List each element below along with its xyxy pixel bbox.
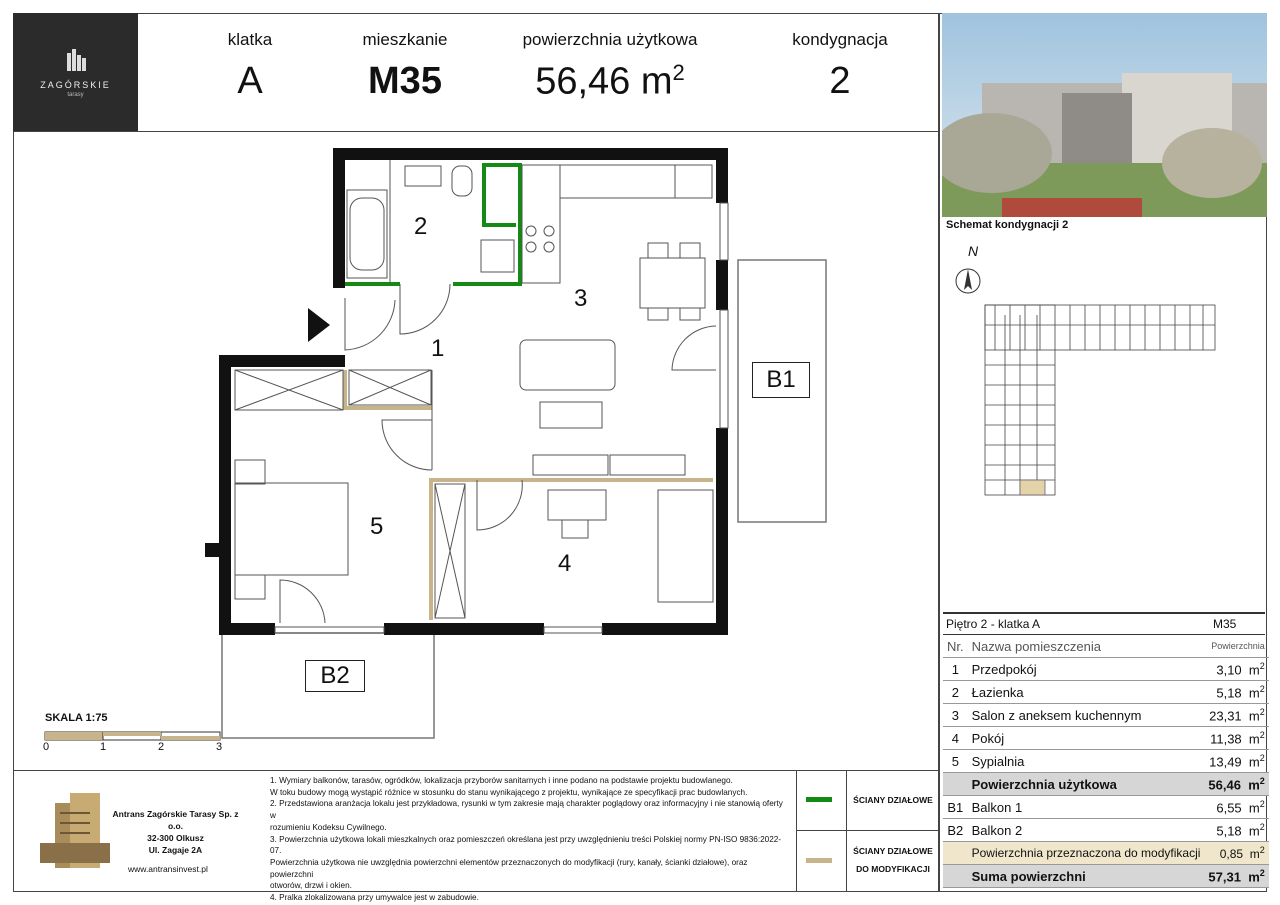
- floor-schematic: [975, 295, 1225, 505]
- scale-tick-1: 1: [100, 741, 107, 753]
- scale-bar: [44, 730, 224, 744]
- room-label-2: 2: [414, 213, 428, 240]
- table-title: Piętro 2 - klatka A: [946, 617, 1041, 631]
- brand-sub: tarasy: [67, 92, 84, 98]
- legend-green-label: ŚCIANY DZIAŁOWE: [853, 795, 933, 805]
- kondygnacja-label: kondygnacja: [792, 30, 888, 49]
- modification-row: Powierzchnia przeznaczona do modyfikacji 0,85 $m^2$: [943, 842, 1269, 865]
- building-render-image: [942, 13, 1267, 217]
- powierzchnia-label: powierzchnia użytkowa: [522, 30, 698, 49]
- col-name: Nazwa pomieszczenia: [968, 635, 1205, 658]
- balcony-label-b2: B2: [305, 660, 365, 692]
- usable-row: Powierzchnia użytkowa 56,46 $m^2$: [943, 773, 1269, 796]
- footer-notes: 1. Wymiary balkonów, tarasów, ogródków, lokalizacja przyborów sanitarnych i inne podano na podstawie projektu budowlanego. W toku budowy mogą wystąpić różnice w stosunku do stanu wynikającego z projektu, wynikające ze specyfikacji prac budowlanych. 2. Przedstawiona aranżacja lokalu jest przykładowa, rysunki w tym zakresie mają charakter poglądowy oraz informacyjny i nie stanowią oferty w rozumieniu Kodeksu Cywilnego. 3. Powierzchnia użytkowa lokali mieszkalnych oraz pomieszczeń określana jest przy uwzględnieniu treści Polskiej normy PN-ISO 9836:2022-07. Powierzchnia użytkowa nie uwzględnia powierzchni elementów przeznaczonych do modyfikacji (rury, kanały, ścianki działowe), oraz powierzchni otworów, drzwi i okien. 4. Pralka zlokalizowana przy umywalce jest w zabudowie.: [270, 776, 783, 903]
- building-logo-icon: [13, 13, 138, 131]
- rooms-table: [943, 612, 1265, 888]
- floor-plan: [13, 131, 939, 771]
- brand-name: ZAGÓRSKIE: [40, 80, 111, 90]
- room-label-4: 4: [558, 550, 572, 577]
- compass-icon: [953, 266, 983, 296]
- north-label: N: [968, 243, 979, 259]
- table-row: 5 Sypialnia 13,49 $m^2$: [943, 750, 1269, 773]
- highlighted-unit: [1020, 480, 1045, 495]
- mieszkanie-value: M35: [368, 60, 442, 102]
- powierzchnia-value: 56,46 $m^2$: [535, 60, 685, 103]
- room-label-1: 1: [431, 335, 445, 362]
- table-row: 4 Pokój 11,38 $m^2$: [943, 727, 1269, 750]
- room-label-3: 3: [574, 285, 588, 312]
- table-row: 2 Łazienka 5,18 $m^2$: [943, 681, 1269, 704]
- room-label-5: 5: [370, 513, 384, 540]
- scale-tick-3: 3: [216, 741, 223, 753]
- table-row: 3 Salon z aneksem kuchennym 23,31 $m^2$: [943, 704, 1269, 727]
- scale-tick-2: 2: [158, 741, 165, 753]
- klatka-label: klatka: [227, 30, 273, 49]
- balcony-label-b1: B1: [752, 362, 810, 398]
- legend-beige-label: ŚCIANY DZIAŁOWE DO MODYFIKACJI: [853, 846, 933, 874]
- partition-walls: [345, 165, 520, 284]
- table-row: 1 Przedpokój 3,10 $m^2$: [943, 658, 1269, 681]
- outer-walls: [205, 148, 728, 635]
- kondygnacja-value: 2: [829, 60, 851, 102]
- col-area: Powierzchnia: [1204, 635, 1268, 658]
- klatka-value: A: [237, 60, 263, 102]
- legend-beige-swatch: [806, 858, 832, 863]
- table-row: B1 Balkon 1 6,55 $m^2$: [943, 796, 1269, 819]
- schematic-title: Schemat kondygnacji 2: [946, 219, 1069, 231]
- col-nr: Nr.: [943, 635, 968, 658]
- scale-title: SKALA 1:75: [45, 712, 108, 724]
- company-website: www.antransinvest.pl: [128, 864, 208, 874]
- scale-tick-0: 0: [43, 741, 50, 753]
- table-unit: M35: [1213, 617, 1237, 631]
- mieszkanie-label: mieszkanie: [362, 30, 448, 49]
- table-row: B2 Balkon 2 5,18 $m^2$: [943, 819, 1269, 842]
- total-row: Suma powierzchni 57,31 $m^2$: [943, 865, 1269, 888]
- entrance-arrow-icon: [308, 308, 330, 342]
- company-info: Antrans Zagórskie Tarasy Sp. z o.o. 32-300 Olkusz Ul. Zagaje 2A: [112, 809, 239, 855]
- building-photo: [942, 13, 1267, 217]
- brand-logo: [13, 13, 138, 131]
- legend-green-swatch: [806, 797, 832, 802]
